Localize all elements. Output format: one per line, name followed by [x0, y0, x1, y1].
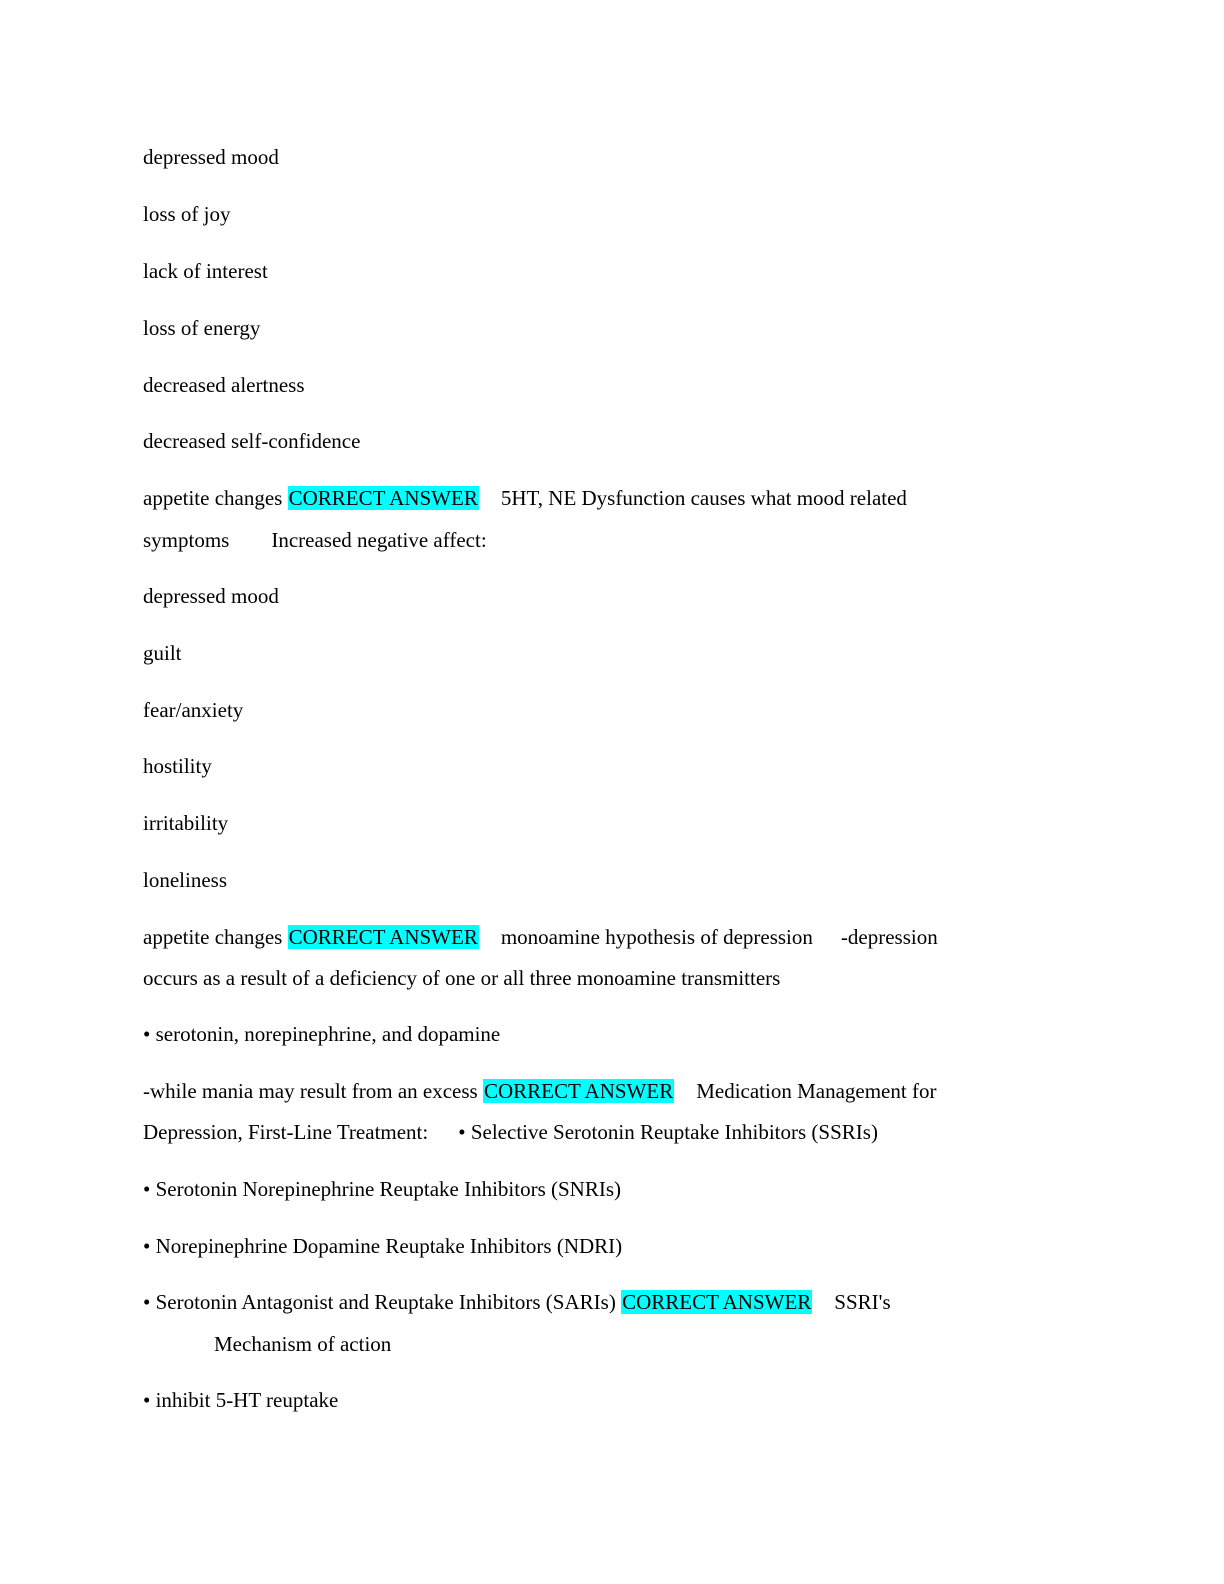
- line-text: depressed mood: [143, 145, 279, 169]
- line-text: fear/anxiety: [143, 698, 244, 722]
- line-text: • inhibit 5-HT reuptake: [143, 1388, 339, 1412]
- question-text: SSRI's: [834, 1290, 891, 1314]
- text-line: [143, 258, 268, 284]
- line-text: loss of joy: [143, 202, 231, 226]
- question-text: 5HT, NE Dysfunction causes what mood related: [500, 486, 907, 510]
- question-text: Depression, First-Line Treatment:: [143, 1120, 429, 1144]
- text-line: [143, 201, 231, 227]
- text-line: [143, 527, 487, 553]
- text-line: [143, 867, 227, 893]
- answer-text: Increased negative affect:: [271, 528, 487, 552]
- answer-text: -depression: [840, 925, 938, 949]
- line-text: • Serotonin Norepinephrine Reuptake Inhibitors (SNRIs): [143, 1177, 622, 1201]
- text-line: [143, 485, 907, 511]
- line-text: decreased alertness: [143, 373, 305, 397]
- text-line: [143, 1176, 621, 1202]
- text-line: [143, 1021, 500, 1047]
- correct-answer-highlight: CORRECT ANSWER: [483, 1079, 674, 1103]
- text-line: [143, 144, 279, 170]
- correct-answer-highlight: CORRECT ANSWER: [288, 925, 478, 949]
- correct-answer-highlight: CORRECT ANSWER: [622, 1290, 812, 1314]
- text-line: [143, 1331, 391, 1357]
- text-line: [143, 1233, 622, 1259]
- line-text: -while mania may result from an excess: [143, 1079, 478, 1103]
- text-line: [143, 810, 228, 836]
- line-text: appetite changes: [143, 925, 283, 949]
- line-text: irritability: [143, 811, 229, 835]
- text-line: [143, 924, 938, 950]
- line-text: guilt: [143, 641, 182, 665]
- line-text: loss of energy: [143, 316, 261, 340]
- line-text: • Norepinephrine Dopamine Reuptake Inhibitors (NDRI): [143, 1234, 623, 1258]
- answer-text: Mechanism of action: [214, 1332, 392, 1356]
- text-line: [143, 965, 780, 991]
- text-line: [143, 753, 212, 779]
- text-line: [143, 1119, 878, 1145]
- text-line: [143, 372, 305, 398]
- text-line: [143, 697, 243, 723]
- text-line: [143, 1078, 936, 1104]
- question-text: monoamine hypothesis of depression: [500, 925, 813, 949]
- question-text: Medication Management for: [696, 1079, 937, 1103]
- text-line: [143, 1289, 891, 1315]
- answer-text: • Selective Serotonin Reuptake Inhibitors (SSRIs): [458, 1120, 878, 1144]
- line-text: decreased self-confidence: [143, 429, 361, 453]
- line-text: depressed mood: [143, 584, 279, 608]
- line-text: appetite changes: [143, 486, 283, 510]
- correct-answer-highlight: CORRECT ANSWER: [288, 486, 478, 510]
- line-text: loneliness: [143, 868, 227, 892]
- text-line: [143, 428, 360, 454]
- text-line: [143, 315, 260, 341]
- line-text: occurs as a result of a deficiency of one or all three monoamine transmitters: [143, 966, 781, 990]
- line-text: • Serotonin Antagonist and Reuptake Inhibitors (SARIs): [143, 1290, 616, 1314]
- text-line: [143, 583, 279, 609]
- text-line: [143, 640, 182, 666]
- line-text: hostility: [143, 754, 212, 778]
- line-text: • serotonin, norepinephrine, and dopamine: [143, 1022, 501, 1046]
- line-text: lack of interest: [143, 259, 268, 283]
- line-text: symptoms: [143, 528, 230, 552]
- text-line: [143, 1387, 338, 1413]
